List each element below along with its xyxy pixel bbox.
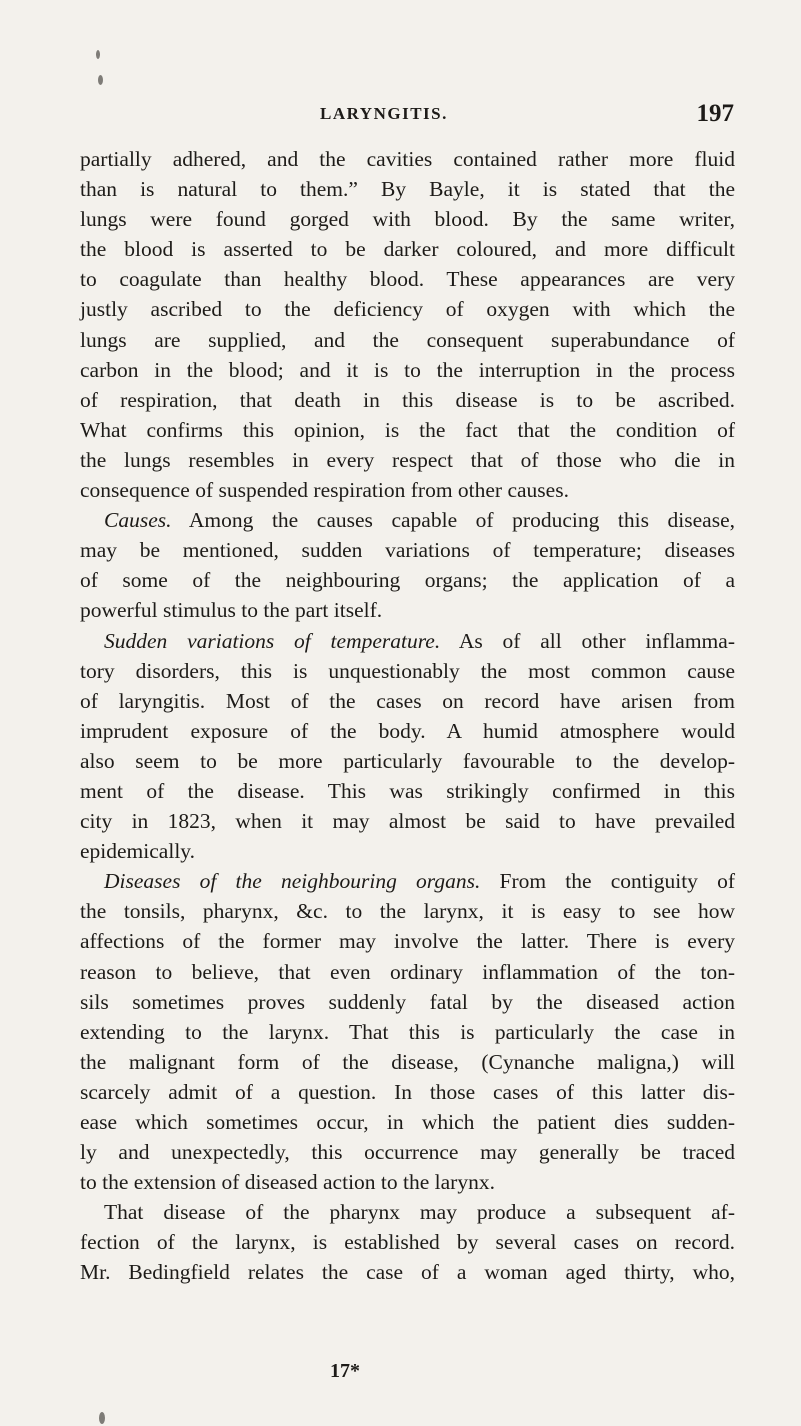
ink-speck bbox=[96, 50, 100, 59]
text-line: to coagulate than healthy blood. These appearances are very bbox=[80, 267, 735, 292]
text-line: reason to believe, that even ordinary inflammation of the ton- bbox=[80, 959, 735, 984]
text-line: sils sometimes proves suddenly fatal by the diseased action bbox=[80, 989, 735, 1014]
section-heading-sudden-variations: Sudden variations of temperature. bbox=[104, 628, 441, 653]
text-run: As of all other inflamma- bbox=[458, 628, 735, 653]
text-line: ease which sometimes occur, in which the patient dies sudden- bbox=[80, 1110, 735, 1134]
text-run: From the contiguity of bbox=[499, 869, 736, 894]
text-line: ment of the disease. This was strikingly confirmed in this bbox=[80, 778, 735, 803]
text-line: than is natural to them.” By Bayle, it is stated that the bbox=[80, 177, 735, 202]
signature-mark: 17* bbox=[330, 1360, 360, 1382]
text-line: city in 1823, when it may almost be said to have prevailed bbox=[80, 809, 735, 834]
text-line: the blood is asserted to be darker coloured, and more difficult bbox=[80, 237, 735, 262]
ink-speck bbox=[98, 75, 103, 85]
text-line: affections of the former may involve the latter. There is every bbox=[80, 929, 735, 954]
text-line: of laryngitis. Most of the cases on record have arisen from bbox=[80, 688, 735, 713]
text-line: carbon in the blood; and it is to the interruption in the process bbox=[80, 357, 735, 382]
text-line: consequence of suspended respiration from other causes. bbox=[80, 478, 569, 503]
text-line: to the extension of diseased action to the larynx. bbox=[80, 1170, 495, 1195]
paragraph-sudden-variations bbox=[80, 626, 735, 656]
body-text bbox=[80, 144, 735, 1288]
text-line: epidemically. bbox=[80, 839, 196, 864]
text-line: fection of the larynx, is established by several cases on record. bbox=[80, 1230, 735, 1255]
text-line: the lungs resembles in every respect that of those who die in bbox=[80, 447, 735, 472]
text-line: imprudent exposure of the body. A humid atmosphere would bbox=[80, 718, 735, 743]
text-line: lungs are supplied, and the consequent superabundance of bbox=[80, 327, 735, 352]
paragraph-causes bbox=[80, 505, 735, 535]
text-line: of some of the neighbouring organs; the application of a bbox=[80, 568, 735, 593]
text-line: the malignant form of the disease, (Cynanche maligna,) will bbox=[80, 1049, 735, 1074]
text-line: That disease of the pharynx may produce a subsequent af- bbox=[104, 1200, 735, 1225]
ink-speck bbox=[99, 1412, 105, 1424]
text-line: partially adhered, and the cavities contained rather more fluid bbox=[80, 147, 735, 171]
page-header bbox=[80, 100, 734, 134]
text-line: justly ascribed to the deficiency of oxygen with which the bbox=[80, 297, 735, 322]
text-line: lungs were found gorged with blood. By the same writer, bbox=[80, 207, 735, 232]
text-line: scarcely admit of a question. In those cases of this latter dis- bbox=[80, 1079, 735, 1104]
text-run: Among the causes capable of producing this disease, bbox=[188, 508, 735, 533]
text-line: also seem to be more particularly favourable to the develop- bbox=[80, 748, 735, 773]
text-line: Mr. Bedingfield relates the case of a woman aged thirty, who, bbox=[80, 1260, 735, 1285]
text-line: What confirms this opinion, is the fact that the condition of bbox=[80, 417, 735, 442]
text-line: tory disorders, this is unquestionably the most common cause bbox=[80, 658, 735, 683]
running-head: LARYNGITIS. bbox=[320, 104, 448, 123]
text-line: the tonsils, pharynx, &c. to the larynx, it is easy to see how bbox=[80, 899, 735, 924]
section-heading-neighbouring-organs: Diseases of the neighbouring organs. bbox=[104, 869, 481, 894]
text-line: powerful stimulus to the part itself. bbox=[80, 598, 383, 623]
text-line: ly and unexpectedly, this occurrence may generally be traced bbox=[80, 1140, 735, 1165]
text-line: extending to the larynx. That this is particularly the case in bbox=[80, 1019, 735, 1044]
section-heading-causes: Causes. bbox=[104, 508, 172, 533]
text-line: of respiration, that death in this disease is to be ascribed. bbox=[80, 387, 735, 412]
page-number: 197 bbox=[696, 100, 734, 127]
text-line: may be mentioned, sudden variations of temperature; diseases bbox=[80, 538, 735, 563]
paragraph-neighbouring-organs bbox=[80, 866, 735, 896]
